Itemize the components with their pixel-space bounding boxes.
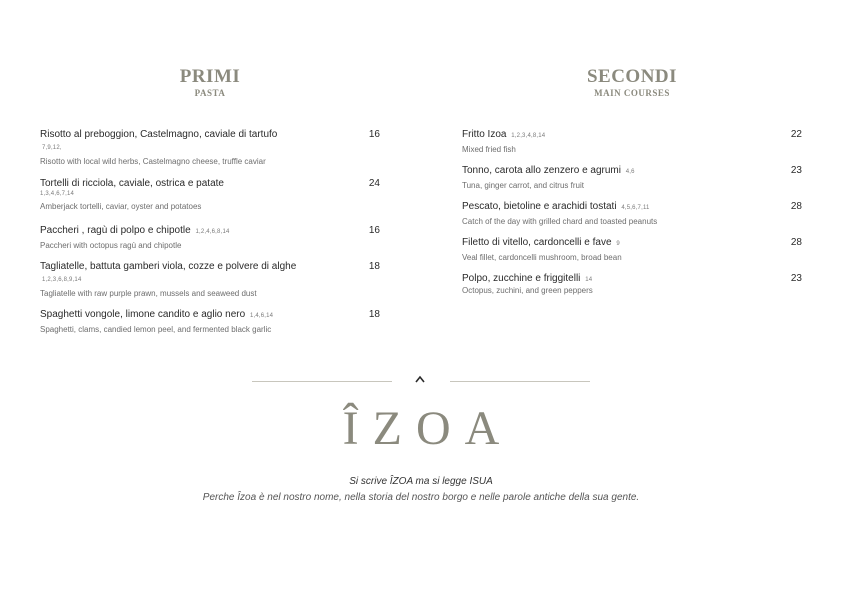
divider-left — [252, 381, 392, 382]
dish-price: 28 — [790, 201, 802, 212]
allergens: 4,6 — [625, 169, 635, 175]
allergens: 9 — [616, 241, 620, 247]
dish-price: 23 — [790, 165, 802, 176]
primi-title: PRIMI — [179, 66, 241, 87]
dish-price: 22 — [790, 129, 802, 140]
dish-name: Spaghetti vongole, limone candito e aglio nero 1,4,6,14 — [40, 309, 274, 320]
secondi-subtitle: MAIN COURSES — [594, 88, 670, 98]
allergens: 14 — [585, 277, 593, 283]
allergens: 4,5,6,7,11 — [621, 205, 650, 211]
dish-description: Risotto with local wild herbs, Castelmagno cheese, truffle caviar — [40, 157, 266, 166]
menu-item — [462, 237, 804, 263]
allergens: 1,2,3,6,8,9,14 — [42, 277, 82, 283]
dish-price: 24 — [368, 178, 380, 189]
dish-name: Fritto Izoa 1,2,3,4,8,14 — [462, 129, 546, 140]
primi-header — [160, 67, 260, 99]
allergens: 1,2,4,6,8,14 — [195, 229, 230, 235]
dish-name: Paccheri , ragù di polpo e chipotle 1,2,4,6,8,14 — [40, 225, 230, 236]
dish-name: Tonno, carota allo zenzero e agrumi 4,6 — [462, 165, 635, 176]
menu-item — [40, 129, 382, 167]
dish-description: Amberjack tortelli, caviar, oyster and potatoes — [40, 202, 202, 211]
dish-description: Spaghetti, clams, candied lemon peel, and fermented black garlic — [40, 325, 272, 334]
allergens: 7,9,12, — [42, 145, 62, 151]
menu-item — [462, 165, 804, 191]
menu-item — [462, 129, 804, 155]
tagline-pronunciation: Si scrive ÎZOA ma si legge ISUA — [349, 476, 493, 487]
dish-description: Octopus, zuchini, and green peppers — [462, 286, 593, 295]
dish-name: Risotto al preboggion, Castelmagno, caviale di tartufo 7,9,12, — [40, 129, 278, 151]
tagline-story: Perche Îzoa è nel nostro nome, nella storia del nostro borgo e nelle parole antiche della sua gente. — [202, 492, 640, 503]
dish-price: 18 — [368, 309, 380, 320]
menu-item — [40, 225, 382, 251]
dish-price: 16 — [368, 129, 380, 140]
menu-item — [462, 273, 804, 296]
dish-description: Tagliatelle with raw purple prawn, mussels and seaweed dust — [40, 289, 257, 298]
allergens: 1,3,4,6,7,14 — [40, 191, 75, 197]
allergens: 1,4,6,14 — [249, 313, 274, 319]
dish-description: Veal fillet, cardoncelli mushroom, broad bean — [462, 253, 622, 262]
menu-item — [40, 261, 382, 299]
dish-name: Polpo, zucchine e friggitelli 14 — [462, 273, 593, 284]
menu-item — [40, 178, 382, 212]
dish-price: 28 — [790, 237, 802, 248]
secondi-title: SECONDI — [586, 66, 678, 87]
dish-name: Tortelli di ricciola, caviale, ostrica e patate — [40, 178, 224, 189]
dish-description: Tuna, ginger carrot, and citrus fruit — [462, 181, 584, 190]
dish-price: 18 — [368, 261, 380, 272]
primi-subtitle: PASTA — [194, 88, 226, 98]
dish-price: 16 — [368, 225, 380, 236]
dish-name: Pescato, bietoline e arachidi tostati 4,5,6,7,11 — [462, 201, 650, 212]
dish-description: Mixed fried fish — [462, 145, 516, 154]
menu-item — [462, 201, 804, 227]
dish-description: Catch of the day with grilled chard and toasted peanuts — [462, 217, 658, 226]
allergens: 1,2,3,4,8,14 — [511, 133, 546, 139]
divider-right — [450, 381, 590, 382]
dish-name: Tagliatelle, battuta gamberi viola, cozze e polvere di alghe 1,2,3,6,8,9,14 — [40, 261, 297, 283]
dish-name: Filetto di vitello, cardoncelli e fave 9 — [462, 237, 620, 248]
izoa-logo: ÎZOA — [342, 402, 514, 455]
menu-item — [40, 309, 382, 335]
dish-price: 23 — [790, 273, 802, 284]
caret-icon — [414, 375, 426, 383]
secondi-header — [572, 67, 692, 99]
dish-description: Paccheri with octopus ragù and chipotle — [40, 241, 182, 250]
